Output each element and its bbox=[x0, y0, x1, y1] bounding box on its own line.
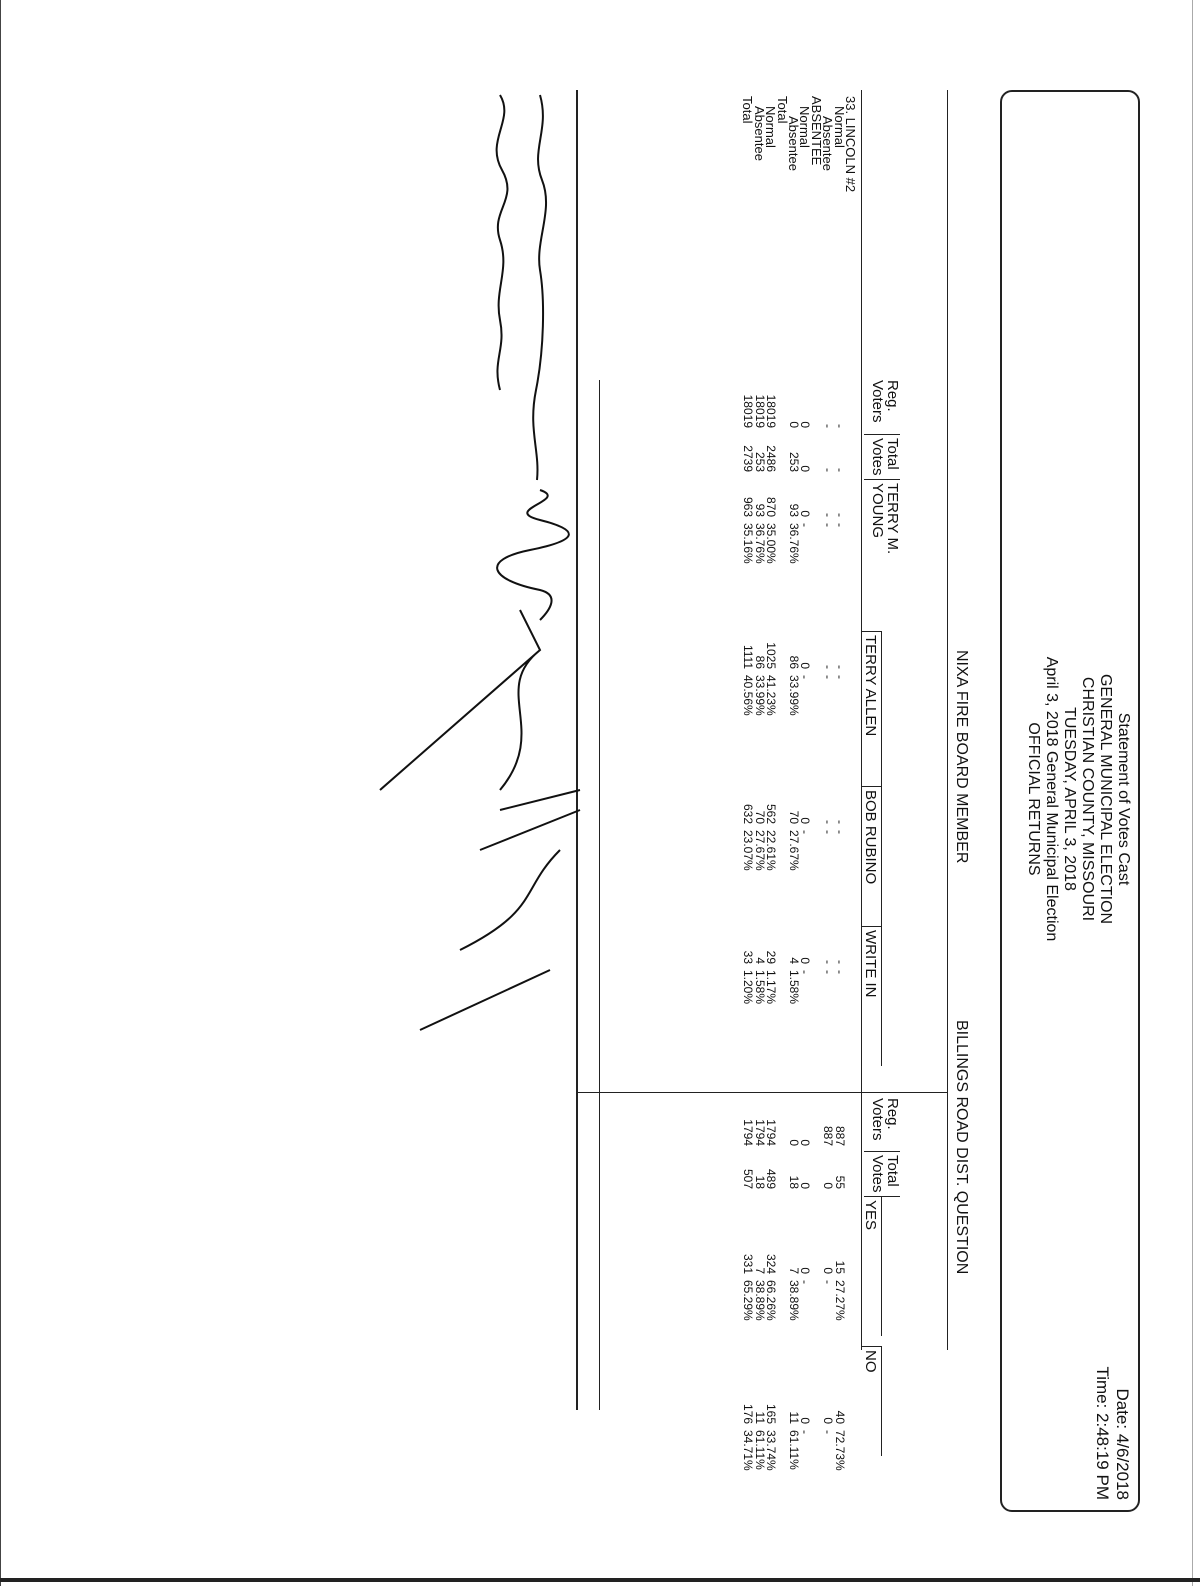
row-label: 33. LINCOLN #2 bbox=[843, 96, 858, 193]
row-label: Total bbox=[740, 96, 756, 124]
contest1-cell: 0 bbox=[787, 421, 801, 428]
row-label: ABSENTEE bbox=[808, 96, 824, 166]
contest2-cell: 7 bbox=[752, 1267, 767, 1274]
contest2-cell: 0 bbox=[821, 1267, 836, 1274]
report-title: Statement of Votes Cast bbox=[1115, 712, 1132, 886]
contest1-cell: - bbox=[821, 424, 836, 428]
contest1-cell: 963 bbox=[741, 496, 756, 517]
contest1-cell: 4 bbox=[787, 957, 801, 964]
contest1-cell: - bbox=[821, 960, 836, 964]
contest2-cell: 489 bbox=[764, 1168, 779, 1189]
contest2-cell: 887 bbox=[821, 1125, 836, 1146]
contest2-cell: 0 bbox=[798, 1182, 813, 1189]
contest2-cell: 1794 bbox=[764, 1119, 779, 1146]
col-total-votes-2: Total Votes bbox=[869, 1155, 901, 1193]
contest1-cell: 29 bbox=[764, 950, 779, 964]
contest1-cell: 0 bbox=[798, 662, 813, 669]
contest1-cell: - bbox=[821, 665, 836, 669]
contest1-cell: 253 bbox=[752, 451, 767, 472]
contest1-cell: 93 bbox=[752, 503, 767, 517]
contest1-cell: 22.61% bbox=[764, 830, 779, 871]
contest1-cell: - bbox=[821, 513, 836, 517]
election-date: TUESDAY, APRIL 3, 2018 bbox=[1061, 707, 1078, 891]
col-bob-rubino: BOB RUBINO bbox=[862, 790, 879, 885]
contest2-title: BILLINGS ROAD DIST. QUESTION bbox=[953, 1020, 970, 1275]
row-label: Absentee bbox=[751, 106, 767, 161]
contest2-cell: 61.11% bbox=[752, 1430, 767, 1470]
contest1-cell: - bbox=[832, 970, 847, 974]
contest1-cell: - bbox=[798, 970, 813, 974]
contest1-cell: - bbox=[821, 830, 836, 834]
contest2-cell: 165 bbox=[764, 1403, 779, 1424]
contest2-cell: 0 bbox=[821, 1417, 836, 1424]
signature-stroke bbox=[497, 490, 569, 620]
contest1-cell: - bbox=[832, 960, 847, 964]
contest1-cell: 86 bbox=[752, 655, 767, 669]
contest1-cell: 86 bbox=[787, 655, 801, 669]
contest2-cell: 18 bbox=[787, 1175, 801, 1189]
contest1-cell: 35.16% bbox=[741, 523, 756, 564]
contest1-cell: 23.07% bbox=[741, 830, 756, 871]
col-yes: YES bbox=[862, 1200, 879, 1231]
contest1-cell: 0 bbox=[798, 957, 813, 964]
contest2-cell: 72.73% bbox=[832, 1430, 847, 1471]
report-time: Time: 2:48:19 PM bbox=[1093, 1366, 1112, 1500]
contest2-cell: - bbox=[821, 1430, 836, 1434]
contest1-cell: 1.58% bbox=[752, 970, 767, 1005]
contest2-cell: 0 bbox=[798, 1139, 813, 1146]
contest1-cell: - bbox=[832, 523, 847, 527]
official-returns: OFFICIAL RETURNS bbox=[1025, 722, 1042, 876]
signature-stroke bbox=[533, 95, 546, 480]
contest2-cell: 7 bbox=[787, 1267, 801, 1274]
contest1-cell: - bbox=[832, 830, 847, 834]
contest2-cell: 176 bbox=[741, 1403, 756, 1424]
contest1-cell: 0 bbox=[798, 510, 813, 517]
contest2-cell: 11 bbox=[787, 1411, 801, 1424]
contest1-cell: 562 bbox=[764, 803, 779, 824]
contest1-cell: 36.76% bbox=[787, 523, 801, 564]
contest2-cell: 15 bbox=[832, 1260, 847, 1274]
contest2-cell: 11 bbox=[752, 1411, 767, 1424]
row-label: Normal bbox=[797, 106, 813, 148]
contest1-cell: 1025 bbox=[764, 642, 779, 669]
contest1-cell: 36.76% bbox=[752, 523, 767, 564]
col-terry-young: TERRY M. YOUNG bbox=[869, 483, 901, 555]
contest1-title: NIXA FIRE BOARD MEMBER bbox=[953, 650, 970, 864]
col-reg-voters-1: Reg. Voters bbox=[869, 380, 901, 423]
contest1-cell: 70 bbox=[787, 810, 801, 824]
contest1-cell: - bbox=[832, 820, 847, 824]
contest1-cell: 18019 bbox=[741, 394, 756, 428]
contest1-cell: - bbox=[798, 523, 813, 527]
contest2-cell: 1794 bbox=[752, 1119, 767, 1146]
contest2-cell: - bbox=[821, 1280, 836, 1284]
row-label: Absentee bbox=[820, 116, 836, 171]
col-terry-allen: TERRY ALLEN bbox=[862, 635, 879, 737]
contest1-cell: 1.17% bbox=[764, 970, 779, 1005]
contest2-cell: 61.11% bbox=[787, 1430, 801, 1470]
contest1-cell: - bbox=[832, 675, 847, 679]
contest1-cell: - bbox=[832, 424, 847, 428]
col-write-in: WRITE IN bbox=[862, 930, 879, 998]
election-type: GENERAL MUNICIPAL ELECTION bbox=[1097, 673, 1114, 925]
contest1-cell: - bbox=[821, 820, 836, 824]
contest2-cell: 55 bbox=[832, 1175, 847, 1189]
contest2-cell: 38.89% bbox=[787, 1280, 801, 1321]
col-reg-voters-2: Reg. Voters bbox=[869, 1098, 901, 1141]
contest2-cell: 0 bbox=[798, 1417, 813, 1424]
contest2-cell: 0 bbox=[798, 1267, 813, 1274]
contest2-cell: 33.74% bbox=[764, 1430, 779, 1471]
contest1-cell: 1.20% bbox=[741, 970, 756, 1005]
contest2-cell: 331 bbox=[741, 1253, 756, 1274]
contest2-cell: 887 bbox=[832, 1125, 847, 1146]
rotated-report bbox=[0, 90, 1140, 1530]
row-label: Normal bbox=[831, 106, 847, 148]
contest1-cell: 18019 bbox=[764, 394, 779, 428]
contest1-cell: 1111 bbox=[741, 644, 756, 669]
contest2-cell: 65.29% bbox=[741, 1280, 756, 1321]
contest1-cell: 35.00% bbox=[764, 523, 779, 564]
contest1-cell: 870 bbox=[764, 496, 779, 517]
county-name: CHRISTIAN COUNTY, MISSOURI bbox=[1079, 676, 1096, 922]
contest2-cell: 1794 bbox=[741, 1119, 756, 1146]
contest2-cell: 34.71% bbox=[741, 1430, 756, 1471]
contest1-cell: - bbox=[832, 665, 847, 669]
contest2-cell: 38.89% bbox=[752, 1280, 767, 1321]
contest1-cell: 33 bbox=[741, 950, 756, 964]
contest1-cell: 1.58% bbox=[787, 970, 801, 1005]
contest1-cell: 0 bbox=[798, 465, 813, 472]
scan-edge-bottom bbox=[0, 1578, 1200, 1582]
official-signatures bbox=[0, 90, 1140, 1530]
contest1-cell: - bbox=[798, 830, 813, 834]
col-total-votes-1: Total Votes bbox=[869, 438, 901, 476]
contest1-cell: - bbox=[821, 675, 836, 679]
contest1-cell: 33.99% bbox=[787, 675, 801, 716]
scan-edge-right bbox=[1192, 0, 1193, 1586]
contest1-cell: 27.67% bbox=[787, 830, 801, 871]
contest1-cell: 27.67% bbox=[752, 830, 767, 871]
contest1-cell: - bbox=[821, 523, 836, 527]
contest1-cell: - bbox=[832, 468, 847, 472]
row-label: Normal bbox=[763, 106, 779, 148]
contest1-cell: 632 bbox=[741, 803, 756, 824]
contest1-cell: 18019 bbox=[752, 394, 767, 428]
contest1-cell: 2739 bbox=[741, 445, 756, 472]
contest1-cell: 0 bbox=[798, 817, 813, 824]
contest1-cell: 41.23% bbox=[764, 675, 779, 716]
contest1-cell: 40.56% bbox=[741, 675, 756, 716]
contest1-cell: - bbox=[821, 468, 836, 472]
contest1-cell: - bbox=[798, 675, 813, 679]
contest2-cell: - bbox=[798, 1430, 813, 1434]
contest1-cell: 33.99% bbox=[752, 675, 767, 716]
row-label: Absentee bbox=[786, 116, 801, 171]
election-name: April 3, 2018 General Municipal Election bbox=[1043, 656, 1060, 942]
contest1-cell: 70 bbox=[752, 810, 767, 824]
contest1-cell: 0 bbox=[798, 421, 813, 428]
contest2-cell: 0 bbox=[821, 1182, 836, 1189]
contest2-cell: 27.27% bbox=[832, 1280, 847, 1321]
contest2-cell: 66.26% bbox=[764, 1280, 779, 1321]
signature-stroke bbox=[420, 790, 580, 1030]
contest2-cell: - bbox=[798, 1280, 813, 1284]
row-label: Total bbox=[774, 96, 790, 124]
contest1-cell: - bbox=[821, 970, 836, 974]
contest2-cell: 507 bbox=[741, 1168, 756, 1189]
contest1-cell: - bbox=[832, 513, 847, 517]
contest1-cell: 93 bbox=[787, 503, 801, 517]
contest1-cell: 4 bbox=[752, 957, 767, 964]
contest1-cell: 2486 bbox=[764, 445, 779, 472]
contest2-cell: 40 bbox=[832, 1410, 847, 1424]
contest2-cell: 18 bbox=[752, 1175, 767, 1189]
signature-stroke bbox=[497, 95, 508, 390]
col-no: NO bbox=[862, 1350, 879, 1373]
signature-stroke bbox=[380, 610, 540, 790]
report-date: Date: 4/6/2018 bbox=[1113, 1388, 1132, 1500]
contest1-cell: 253 bbox=[787, 451, 801, 472]
contest2-cell: 324 bbox=[764, 1253, 779, 1274]
contest2-cell: 0 bbox=[787, 1139, 801, 1146]
